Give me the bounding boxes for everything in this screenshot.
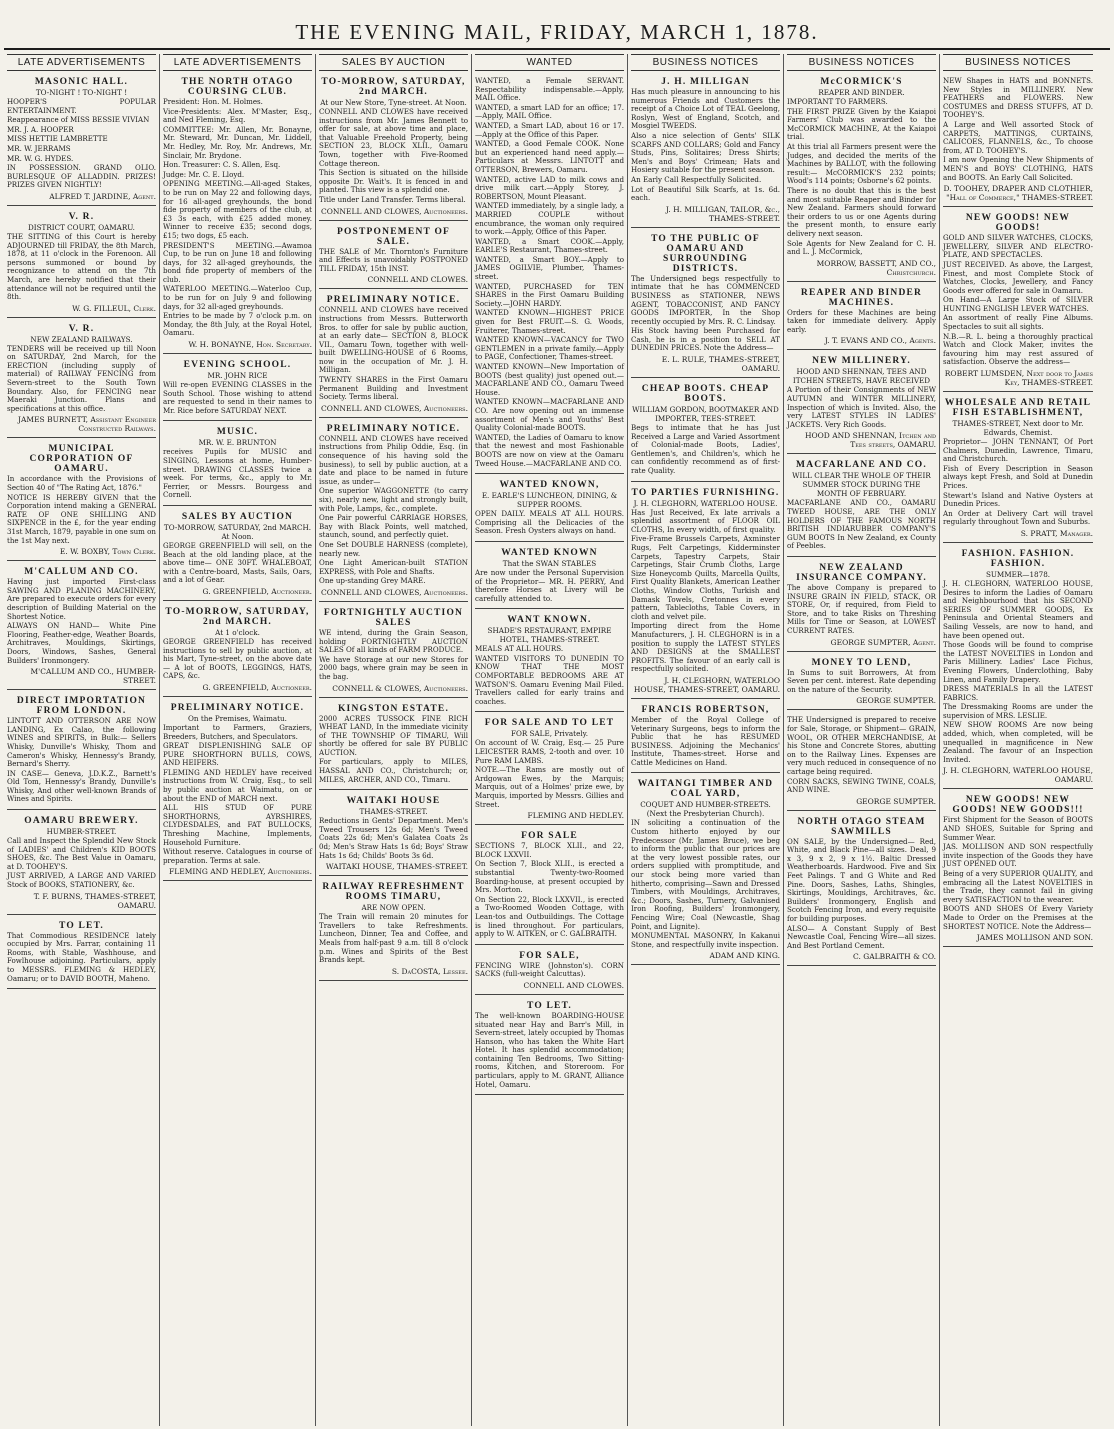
ad-text: That Commodious RESIDENCE lately occupied by Mrs. Farrar, containing 11 Rooms, with Stable, Washhouse, and Fowlhouse adjoining. Particulars, apply to MESSRS. FLEMING & HEDLEY, Oamaru; or to DAVID BOOTH, Maheno.	[7, 930, 156, 983]
ad-text: GEORGE GREENFIELD will sell, on the Beach at the old landing place, at the above time— ONE 30FT. WHALEBOAT, with a Centre-board, Masts, Sails, Oars, and a lot of Gear.	[163, 540, 312, 585]
advertisement	[943, 210, 1093, 392]
ad-heading: NEW MILLINERY.	[812, 356, 911, 367]
ad-text: One Set DOUBLE HARNESS (complete), nearly new.	[319, 539, 468, 558]
advertisement	[7, 209, 156, 318]
advertisement	[787, 353, 936, 454]
ad-signature: W. G. FILLEUL, Clerk.	[72, 303, 156, 313]
ad-text: A Large and Well assorted Stock of CARPETS, MATTINGS, CURTAINS, CALICOES, FLANNELS, &c., To choose from, AT D. TOOHEY'S.	[943, 119, 1093, 155]
ad-text: Will re-open EVENING CLASSES in the South School. Those wishing to attend are requested to send in their names to Mr. Rice before SATURDAY NEXT.	[163, 380, 312, 415]
ad-signature: JAMES MOLLISON AND SON.	[976, 933, 1093, 943]
ad-heading: TO-MORROW, SATURDAY, 2nd MARCH.	[321, 77, 466, 97]
ad-text: At this trial all Farmers present were the Judges, and decided the merits of the Machines by BALLOT, with the following result:— McCORMICK'S 232 points; Wood's 114 points; Osborne's 62 points.	[787, 141, 936, 186]
ad-heading: PRELIMINARY NOTICE.	[326, 295, 461, 306]
ad-signature: CONNELL AND CLOWES, Auctioneers.	[320, 403, 468, 413]
ad-text: WANTED KNOWN—MACFARLANE AND CO. Are now opening out an immense assortment of Men's and Youths' Best Quality Colonial-made BOOTS.	[475, 397, 624, 433]
ad-text: For particulars, apply to MILES, HASSAL AND CO., Christchurch; or, MILES, ARCHER, AND CO., Timaru.	[319, 757, 468, 784]
ad-signature: S. DaCOSTA, Lessee.	[391, 966, 468, 976]
ad-heading: MONEY TO LEND,	[811, 657, 912, 668]
ad-text: One superior WAGGONETTE (to carry six), nearly new, light and strongly built, with Pole, Lamps, &c., complete.	[319, 486, 468, 513]
page-title: THE EVENING MAIL, FRIDAY, MARCH 1, 1878.	[295, 20, 819, 44]
advertisement	[631, 702, 780, 774]
advertisement	[943, 546, 1093, 789]
ad-heading: FASHION. FASHION. FASHION.	[961, 548, 1075, 569]
ad-text: GEORGE GREENFIELD has received instructions to sell by public auction, at his Mart, Tyne-street, on the above date— A lot of BOOTS, LEGGINGS, HATS, CAPS, &c.	[163, 636, 312, 681]
ad-heading: TO PARTIES FURNISHING.	[631, 487, 780, 498]
ad-text: WANTED, a Smart LAD, about 16 or 17.—Apply at the Office of this Paper.	[475, 120, 624, 139]
ad-heading: J. H. MILLIGAN	[661, 77, 750, 87]
ad-signature: GEORGE SUMPTER, Agent.	[830, 637, 936, 647]
column-7	[940, 54, 1096, 1426]
ad-text: SECTIONS 7, BLOCK XLII., and 22, BLOCK LXXVII.	[475, 841, 624, 859]
ad-text: NOTICE IS HEREBY GIVEN that the Corporation intend making a GENERAL RATE OF ONE SHILLING AND SIXPENCE in the £, for the year ending 31st March, 1879, payable in one sum on the 1st May next.	[7, 492, 156, 545]
ad-signature: GEORGE SUMPTER.	[856, 696, 936, 706]
ad-heading: FOR SALE AND TO LET	[484, 718, 615, 729]
ad-heading: FORTNIGHTLY AUCTION SALES	[323, 607, 464, 628]
ad-text: WANTED, a Smart BOY.—Apply to JAMES OGILVIE, Plumber, Thames-street.	[475, 254, 624, 282]
ad-heading: V. R.	[68, 323, 95, 334]
ad-heading: WHOLESALE AND RETAIL FISH ESTABLISHMENT,	[944, 398, 1092, 419]
ad-text: LINTOTT AND OTTERSON ARE NOW LANDING, Ex Calao, the following WINES and SPIRITS, in Bulk:— Sellers Whisky, Dunville's Whisky, Thom and Cameron's Whisky, Hennessy's Brandy, Bernard's Sherry.	[7, 716, 156, 769]
ad-text: CONNELL AND CLOWES have received instructions from Mr. James Bennett to offer for sale, at above time and place, that Valuable Freehold Property, being SECTION 23, BLOCK XLII., Oamaru Town, together with Five-Roomed Cottage thereon.	[319, 107, 468, 168]
ad-heading: V. R.	[68, 211, 95, 222]
ad-text: ON SALE, by the Undersigned— Red, White, and Black Pine—all sizes. Deal, 9 x 3, 9 x 2, 9 x 1½. Baltic Dressed Weatherboards. Hardwood. Five and Six Feet Palings. T and G White and Red Pine. Doors, Sashes, Laths, Shingles, Skirtings, Mouldings, Architraves, &c. Builders' Ironmongery, English and Scotch Fencing Iron, and every requisite for building purposes.	[787, 836, 936, 924]
ad-subheading: THAMES-STREET.	[359, 807, 428, 817]
ad-signature: C. GALBRAITH & CO.	[853, 952, 936, 962]
ad-heading: FOR SALE,	[519, 950, 580, 961]
ad-signature: D. TOOHEY, DRAPER AND CLOTHIER, "Hall of Commerce," THAMES-STREET.	[943, 184, 1093, 203]
column-heading: LATE ADVERTISEMENTS	[163, 54, 312, 71]
ad-text: An Early Call Respectfully Solicited.	[631, 174, 762, 184]
ad-subheading: That the SWAN STABLES	[502, 558, 597, 568]
ad-text: ALSO— A Constant Supply of Best Newcastle Coal, Fencing Wire—all sizes. And Best Portland Cement.	[787, 923, 936, 950]
ad-text: receives Pupils for MUSIC and SINGING, Lessons at home, Humber-street. DRAWING CLASSES twice a week. For terms, &c., apply to Mr. Ferrier, or Messrs. Bourgess and Cornell.	[163, 447, 312, 500]
ad-text: A Portion of their Consignments of NEW AUTUMN and WINTER MILLINERY, Inspection of which is Invited. Also, the very LATEST STYLES IN LADIES' JACKETS. Very Rich Goods.	[787, 385, 936, 429]
advertisement	[7, 813, 156, 915]
ad-text: Has Just Received, Ex late arrivals a splendid assortment of FLOOR OIL CLOTHS, In every width, of first quality.	[631, 507, 780, 534]
ad-signature: E. L. RULE, THAMES-STREET, OAMARU.	[661, 355, 780, 374]
ad-text: The well-known BOARDING-HOUSE situated near Hay and Barr's Mill, in Severn-street, lately occupied by Thomas Hanson, who has taken the White Hart Hotel. It has splendid accommodation; containing Ten Bedrooms, Two Sitting-rooms, Kitchen, and Storeroom. For particulars, apply to M. GRANT, Alliance Hotel, Oamaru.	[475, 1010, 624, 1089]
advertisement	[787, 814, 936, 967]
ad-text: WANTED KNOWN—New Importation of BOOTS (best quality) just opened out.—MACFARLANE AND CO., Oamaru Tweed House.	[475, 362, 624, 397]
ad-heading: M'CALLUM AND CO.	[24, 567, 139, 578]
advertisement	[319, 292, 468, 418]
masthead-rule	[4, 48, 1110, 50]
ad-text: GREAT DISPLENISHING SALE OF PURE SHORTHORN BULLS, COWS, AND HEIFERS.	[163, 741, 312, 768]
ad-text: MR. W. G. HYDES.	[7, 153, 74, 163]
column-heading: LATE ADVERTISEMENTS	[7, 54, 156, 71]
column-5	[628, 54, 784, 1426]
ad-text: WANTED, a smart LAD for an office; 17.—Apply, MAIL Office.	[475, 102, 624, 121]
ad-subheading: SHADE'S RESTAURANT, EMPIRE HOTEL, THAMES-STREET.	[487, 626, 612, 645]
ad-text: Vice-Presidents: Alex. M'Master, Esq., and Ned Fleming, Esq.	[163, 106, 312, 125]
ad-text: WANTED, the Ladies of Oamaru to know that the newest and most Fashionable BOOTS are now on view at the Oamaru Tweed House.—MACFARLANE AND CO.	[475, 432, 624, 468]
advertisement	[475, 948, 624, 995]
ad-signature: ADAM AND KING.	[709, 951, 780, 961]
column-heading: BUSINESS NOTICES	[787, 54, 936, 71]
ad-heading: CHEAP BOOTS. CHEAP BOOTS.	[641, 384, 770, 405]
ad-heading: TO-MORROW, SATURDAY, 2nd MARCH.	[165, 606, 310, 627]
ad-text: THE SALE of Mr. Thornton's Furniture and Effects is unavoidably POSTPONED TILL FRIDAY, 15th INST.	[319, 246, 468, 273]
ad-signature: T. F. BURNS, THAMES-STREET, OAMARU.	[33, 891, 156, 910]
ad-heading: WAITAKI HOUSE	[346, 796, 441, 807]
ad-text: We have Storage at our new Stores for 2000 bags, where grain may be seen in the bag.	[319, 654, 468, 681]
ad-text: BOOTS AND SHOES Of Every Variety Made to Order on the Premises at the SHORTEST NOTICE. Note the Address—	[943, 904, 1093, 931]
advertisement	[163, 700, 312, 882]
ad-text: CONNELL AND CLOWES have received instructions from Messrs. Butterworth Bros. to offer for sale by public auction, at an early date— SECTION 8, BLOCK VII., Oamaru Town, together with well-built DWELLING-HOUSE of 6 Rooms, now in the occupation of Mr. J. H. Milligan.	[319, 305, 468, 375]
ad-text: One Light American-built STATION EXPRESS, with Pole and Shafts.	[319, 558, 468, 576]
ad-subheading: J. H. CLEGHORN, WATERLOO HOUSE.	[633, 498, 778, 508]
advertisement	[319, 793, 468, 876]
ad-text: JUST ARRIVED, A LARGE AND VARIED Stock of BOOKS, STATIONERY, &c.	[7, 871, 156, 890]
ad-text: Are now under the Personal Supervision of the Proprietor— MR. H. PERRY, And therefore Horses at Livery will be carefully attended to.	[475, 567, 624, 603]
ad-text: N.B.—R. L. being a thoroughly practical Watch and Clock Maker, invites the favouring him may rest assured of satisfaction. Observe the address—	[943, 331, 1093, 367]
ad-subheading: COQUET AND HUMBER-STREETS. (Next the Presbyterian Church).	[640, 800, 771, 819]
advertisement	[319, 879, 468, 981]
ad-text: J. H. CLEGHORN, WATERLOO HOUSE, Desires to inform the Ladies of Oamaru and Neighbourhood that his SECOND SERIES OF SUMMER GOODS, Ex Peninsula and Oriental Steamers and Sailing Vessels, are now to hand, and have been opened out.	[943, 578, 1093, 640]
ad-subheading: TO-NIGHT ! TO-NIGHT !	[35, 88, 128, 97]
ad-heading: FRANCIS ROBERTSON,	[641, 704, 770, 715]
ad-text: MONUMENTAL MASONRY, In Kakanui Stone, and respectfully invite inspection.	[631, 931, 780, 949]
column-3	[316, 54, 472, 1426]
ad-signature: GEORGE SUMPTER.	[856, 796, 936, 806]
ad-text: The above Company is prepared to INSURE GRAIN IN FIELD, STACK, OR STORE, Or, if required, from Field to Store, and to take Risks on Threshing Mills for Time or Season, at LOWEST CURRENT RATES.	[787, 583, 936, 635]
ad-text: Reappearance of MISS BESSIE VIVIAN	[7, 115, 150, 125]
ad-text: CORN SACKS, SEWING TWINE, COALS, AND WINE.	[787, 776, 936, 795]
advertisement	[631, 74, 780, 228]
advertisement	[631, 776, 780, 965]
ad-subheading: MR. W. E. BRUNTON	[198, 438, 277, 448]
advertisement	[163, 604, 312, 697]
ad-signature: MORROW, BASSETT, AND CO., Christchurch.	[816, 258, 936, 277]
ad-text: WANTED, a Smart COOK.—Apply, EARLE'S Restaurant, Thames-street.	[475, 236, 624, 255]
ad-signature: FLEMING AND HEDLEY, Auctioneers.	[169, 867, 312, 877]
advertisement	[7, 321, 156, 439]
ad-text: Title under Land Transfer. Terms liberal.	[319, 194, 466, 204]
ad-text: WANTED KNOWN—HIGHEST PRICE given for Best FRUIT.—S. G. Woods, Fruiterer, Thames-street.	[475, 308, 624, 335]
ad-heading: TO LET.	[58, 920, 104, 931]
ad-text: WANTED VISITORS TO DUNEDIN TO KNOW THAT THE MOST COMFORTABLE BEDROOMS ARE AT WATSON'S. Oamaru Evening Mail Filed. Travellers called for early trains and coaches.	[475, 653, 624, 706]
column-heading: BUSINESS NOTICES	[943, 54, 1093, 71]
ad-subheading: HOOD AND SHENNAN, TEES AND ITCHEN STREETS, HAVE RECEIVED	[792, 367, 931, 386]
ad-heading: MUSIC.	[216, 427, 259, 438]
ad-heading: DIRECT IMPORTATION FROM LONDON.	[16, 696, 147, 717]
ad-text: IMPORTANT TO FARMERS.	[787, 97, 888, 106]
advertisement	[475, 828, 624, 945]
ad-heading: REAPER AND BINDER MACHINES.	[800, 287, 923, 308]
ad-text: OPENING MEETING.—All-aged Stakes, to be run on May 22 and following days, for 16 all-aged greyhounds, the bond fide property of members of the club, at £3 3s each, with £25 added money. Winner to receive £35; second dogs, £15; two dogs, £5 each.	[163, 179, 312, 240]
ad-text: There is no doubt that this is the best and most suitable Reaper and Binder for New Zealand. Farmers should forward their orders to us or one Agents during the present month, to ensure early delivery next season.	[787, 185, 936, 238]
advertisement	[319, 605, 468, 698]
columns	[4, 54, 1110, 1426]
advertisement	[163, 74, 312, 354]
ad-text: FLEMING AND HEDLEY have received instructions from W. Craig, Esq., to sell by public auction at Waimatu, on or about the END of MARCH next.	[163, 767, 312, 803]
ad-text: Those Goods will be found to comprise the LATEST NOVELTIES in London and Paris Millinery. Ladies' Lace Fichus, Evening Flowers, Underclothing, Baby Linen, and Family Drapery.	[943, 640, 1093, 684]
ad-text: President: Hon. M. Holmes.	[163, 97, 263, 106]
masthead	[0, 0, 1114, 52]
advertisement	[163, 424, 312, 506]
ad-signature: M'CALLUM AND CO., HUMBER-STREET.	[30, 667, 156, 686]
ad-heading: WANTED KNOWN,	[499, 480, 600, 491]
ad-text: DRESS MATERIALS In all the LATEST FABRICS.	[943, 684, 1093, 702]
ad-text: Call and Inspect the Splendid New Stock of LADIES' and Children's KID BOOTS SHOES, &c. The Best Value in Oamaru, at D. TOOHEY'S.	[7, 836, 156, 871]
ad-text: WANTED immediately, by a single lady, a MARRIED COUPLE without encumbrance, the woman only required to work.—Apply, Office of this Paper.	[475, 201, 624, 237]
ad-text: 2000 ACRES TUSSOCK FINE RICH WHEAT LAND, In the immediate vicinity of THE TOWNSHIP OF TIMARU, Will shortly be offered for sale BY PUBLIC AUCTION.	[319, 713, 468, 757]
ad-signature: CONNELL AND CLOWES, Auctioneers.	[320, 587, 468, 597]
ad-heading: TO THE PUBLIC OF OAMARU AND SURROUNDING DISTRICTS.	[651, 233, 760, 274]
ad-signature: G. GREENFIELD, Auctioneer.	[202, 682, 312, 692]
ad-text: JUST RECEIVED. As above, the Largest, Finest, and most Complete Stock of Watches, Clocks, Jewellery, and Fancy Goods ever offered for sale in Oamaru.	[943, 259, 1093, 295]
advertisement	[631, 381, 780, 482]
advertisement	[475, 477, 624, 542]
ad-text: Stewart's Island and Native Oysters at Dunedin Prices.	[943, 490, 1093, 509]
ad-heading: NEW GOODS! NEW GOODS!	[965, 213, 1071, 234]
ad-subheading: At 1 o'clock.	[215, 627, 260, 637]
ad-text: On Section 22, Block LXXVII., is erected a Two-Roomed Wooden Cottage, with Lean-tos and Outbuildings. The Cottage is lined throughout. For particulars, apply to W. AITKEN, or C. GALBRAITH.	[475, 894, 624, 939]
advertisement	[319, 74, 468, 221]
ad-heading: POSTPONEMENT OF SALE.	[336, 226, 451, 247]
ad-text: Fish of Every Description in Season always kept Fresh, and Sold at Dunedin Prices.	[943, 463, 1093, 490]
ad-text: WATERLOO MEETING.—Waterloo Cup, to be run for on July 9 and following days, for 32 all-aged greyhounds.	[163, 284, 312, 311]
advertisement	[7, 74, 156, 206]
advertisement	[7, 693, 156, 810]
ad-signature: JAMES BURNETT, Assistant Engineer Constructed Railways.	[17, 415, 156, 434]
advertisement	[475, 998, 624, 1095]
ad-text: MACFARLANE AND CO., OAMARU TWEED HOUSE, ARE THE ONLY HOLDERS OF THE FAMOUS NORTH BRITISH INDIARUBBER COMPANY'S GUM BOOTS In New Zealand, ex County of Peebles.	[787, 498, 936, 551]
ad-heading: NEW GOODS! NEW GOODS! NEW GOODS!!!	[952, 795, 1084, 816]
advertisement	[787, 560, 936, 652]
ad-text: ALWAYS ON HAND— White Pine Flooring, Feather-edge, Weather Boards, Architraves, Mouldings, Skirtings, Doors, Windows, Sashes, General Builders' Ironmongery.	[7, 621, 156, 665]
ad-heading: NORTH OTAGO STEAM SAWMILLS	[797, 816, 926, 837]
ad-signature: ALFRED T. JARDINE, Agent.	[49, 191, 156, 201]
ad-text: His Stock having been Purchased for Cash, he is in a position to SELL AT DUNEDIN PRICES. Note the Address—	[631, 326, 780, 353]
ad-text: Has much pleasure in announcing to his numerous Friends and Customers the receipt of a Choice Lot of TEAL Geelong, Roslyn, West of England, Scotch, and Mosgiel TWEEDS.	[631, 87, 780, 131]
ad-text: WANTED, active LAD to milk cows and drive milk cart.—Apply Storey, J. ROBERTSON, Mount Pleasant.	[475, 174, 624, 201]
ad-text: WANTED, a Good Female COOK. None but an experienced hand need apply.—Particulars at Messrs. LINTOTT and OTTERSON, Brewers, Oamaru.	[475, 139, 624, 174]
ad-signature: FLEMING AND HEDLEY.	[527, 811, 624, 821]
ad-text: NEW SHOW ROOMS Are now being added, which, when completed, will be unequalled in magnificence in New Zealand. The favour of an Inspection Invited.	[943, 720, 1093, 764]
ad-text: MISS HETTIE LAMBRETTE	[7, 134, 108, 144]
ad-text: One Pair powerful CARRIAGE HORSES, Bay with Black Points, well matched, staunch, sound, and perfectly quiet.	[319, 513, 468, 540]
advertisement	[7, 564, 156, 690]
column-1	[4, 54, 160, 1426]
ad-text: One up-standing Grey MARE.	[319, 576, 426, 586]
ad-subheading: MR. JOHN RICE	[207, 371, 268, 381]
ad-text: Having just imported First-class SAWING AND PLANING MACHINERY, Are prepared to execute orders for every description of Building Material on the Shortest Notice.	[7, 577, 156, 621]
ad-text: MR. W. JERRAMS	[7, 143, 71, 153]
ad-text: The Train will remain 20 minutes for Travellers to take Refreshments. Luncheon, Dinner, Tea and Coffee, and Meals from half-past 9 a.m. till 8 o'clock p.m. Wines and Spirits of the Best Brands kept.	[319, 912, 468, 965]
ad-text: Importing direct from the Home Manufacturers, J. H. CLEGHORN is in a position to supply the LATEST STYLES AND DESIGNS at the SMALLEST PROFITS. The favour of an early call is respectfully solicited.	[631, 621, 780, 674]
advertisement	[7, 441, 156, 561]
advertisement	[163, 509, 312, 601]
ad-text: WANTED KNOWN—VACANCY for TWO GENTLEMEN in a private family.—Apply to PAGE, Confectioner, Thames-street.	[475, 335, 624, 362]
ad-text: Proprietor— JOHN TENNANT, Of Port Chalmers, Dunedin, Lawrence, Timaru, and Christchurch.	[943, 437, 1093, 464]
advertisement	[943, 792, 1093, 947]
ad-text: OPEN DAILY. MEALS AT ALL HOURS. Comprising all the Delicacies of the Season. Fresh Oysters always on hand.	[475, 509, 624, 536]
ad-subheading: SUMMER—1878.	[985, 569, 1051, 579]
ad-signature: G. GREENFIELD, Auctioneer.	[202, 586, 312, 596]
ad-signature: HOOD AND SHENNAN, Itchen and Tees streets, OAMARU.	[804, 431, 936, 450]
ad-heading: MUNICIPAL CORPORATION OF OAMARU.	[29, 444, 134, 475]
ad-heading: WANT KNOWN.	[507, 615, 592, 626]
ad-heading: WAITANGI TIMBER AND COAL YARD,	[637, 779, 774, 800]
advertisement	[787, 655, 936, 711]
advertisement	[631, 231, 780, 378]
ad-text: PRESIDENT'S MEETING.—Awamoa Cup, to be run on June 18 and following days, for 32 all-aged greyhounds, the bond fide property of members of the club.	[163, 240, 312, 284]
ad-signature: CONNELL AND CLOWES.	[523, 980, 624, 990]
ad-signature: J. T. EVANS AND CO., Agents.	[824, 336, 936, 346]
ad-heading: PRELIMINARY NOTICE.	[326, 423, 461, 434]
ad-text: In Sums to suit Borrowers, At from Seven per cent. interest. Rate depending on the nature of the Security.	[787, 667, 936, 694]
ad-text: THE FIRST PRIZE Given by the Kaiapoi Farmers' Club was awarded to the McCORMICK MACHINE, At the Kaiapoi trial.	[787, 106, 936, 142]
ad-text: Important to Farmers, Graziers, Breeders, Butchers, and Speculators.	[163, 722, 312, 741]
ad-text: On account of W. Craig, Esq.— 25 Pure LEICESTER RAMS, 2-tooth and over. 10 Pure RAM LAMBS.	[475, 738, 624, 765]
column-heading: BUSINESS NOTICES	[631, 54, 780, 71]
ad-signature: CONNELL AND CLOWES.	[367, 275, 468, 285]
ad-heading: EVENING SCHOOL.	[183, 360, 292, 371]
ad-heading: TO LET.	[526, 1000, 572, 1011]
ad-text: TENDERS will be received up till Noon on SATURDAY, 2nd March, for the ERECTION (including supply of material) of RAILWAY FENCING from Severn-street to the South Town Boundary. Also, for FENCING near Maeraki Junction. Plans and specifications at this office.	[7, 343, 156, 413]
ad-signature: CONNELL & CLOWES, Auctioneers.	[332, 683, 468, 693]
ad-text: IN soliciting a continuation of the Custom hitherto enjoyed by our Predecessor (Mr. James Bruce), we beg to inform the public that our prices are at the very lowest possible rates, our orders supplied with promptitude, and our stock being more varied than hitherto, comprising—Sawn and Dressed Timbers, with Mouldings, Architraves, &c.; Doors, Sashes, Turnery, Galvanised Iron Roofing, Builders' Ironmongery, Fencing Wire; Coal (Newcastle, Shag Point, and Lignite).	[631, 818, 780, 931]
ad-text: Five-Frame Brussels Carpets, Axminster Rugs, Felt Carpetings, Kidderminster Carpets, Tapestry Carpets, Stair Carpetings, Stair Crumb Cloths, Large Size Honeycomb Quilts, Marcella Quilts, First Quality Blankets, American Leather Cloths, Window Cloths, Turkish and Damask Towels, Cretonnes in every pattern, Tablecloths, Table Covers, in cloth and velvet pile.	[631, 534, 780, 621]
ad-heading: SALES BY AUCTION	[181, 511, 294, 522]
ad-heading: OAMARU BREWERY.	[24, 816, 139, 827]
ad-text: This Section is situated on the hillside opposite Dr. Wait's. It is fenced in and planted. This view is a splendid one.	[319, 168, 468, 195]
ad-text: Entries to be made by 7 o'clock p.m. on Monday, the 8th July, at the Royal Hotel, Oamaru.	[163, 311, 312, 338]
ad-subheading: TO-MORROW, SATURDAY, 2nd MARCH. At Noon.	[163, 522, 312, 541]
ad-text: HOOPER'S POPULAR ENTERTAINMENT.	[7, 97, 156, 115]
advertisement	[475, 545, 624, 609]
ad-text: IN CASE— Geneva, J.D.K.Z., Barnett's Old Tom, Hennessy's Brandy, Dunville's Whisky, And other well-known Brands of Wines and Spirits.	[7, 768, 156, 804]
ad-subheading: E. EARLE'S LUNCHEON, DINING, & SUPPER ROOMS.	[481, 491, 618, 510]
ad-signature: J. H. CLEGHORN, WATERLOO HOUSE, OAMARU.	[943, 766, 1094, 785]
ad-subheading: ARE NOW OPEN.	[361, 903, 426, 913]
ad-text: WANTED, a Female SERVANT. Respectability indispensable.—Apply, MAIL Office.	[475, 76, 624, 103]
ad-heading: NEW ZEALAND INSURANCE COMPANY.	[796, 563, 927, 583]
ad-heading: RAILWAY REFRESHMENT ROOMS TIMARU,	[322, 882, 465, 903]
ad-text: NOTE.—The Rams are mostly out of Ardgowan Ewes, by the Marquis; Marquis, out of a Holmes' prize ewe, by Marquis, imported by Messrs. Gillies and Street.	[475, 765, 624, 809]
ad-subheading: NEW ZEALAND RAILWAYS.	[30, 334, 133, 344]
advertisement	[943, 74, 1093, 207]
ad-subheading: HUMBER-STREET.	[46, 827, 117, 837]
column-heading: WANTED	[475, 54, 624, 71]
ad-text: WE intend, during the Grain Season, holding FORTNIGHTLY AUCTION SALES Of all kinds of FARM PRODUCE.	[319, 627, 468, 655]
ad-text: Reductions in Gents' Department. Men's Tweed Trousers 12s 6d; Men's Tweed Coats 22s 6d; Men's Galatea Coats 2s 0d; Men's Straw Hats 1s 6d; Boys' Straw Hats 1s 6d; Childs' Boots 3s 6d.	[319, 816, 468, 860]
column-6	[784, 54, 940, 1426]
ad-text: Hon. Treasurer: C. S. Allen, Esq.	[163, 160, 281, 170]
ad-subheading: DISTRICT COURT, OAMARU.	[28, 222, 135, 232]
ad-heading: MACFARLANE AND CO.	[796, 460, 927, 471]
advertisement	[7, 918, 156, 990]
ad-text: ALL HIS STUD OF PURE SHORTHORNS, AYRSHIRES, CLYDESDALES, and FAT BULLOCKS, Threshing Machine, Implements, Household Furniture.	[163, 803, 312, 847]
ad-text: NEW Shapes in HATS and BONNETS. New Styles in MILLINERY. New FEATHERS and FLOWERS. New COSTUMES and DRESS STUFFS, AT D. TOOHEY'S.	[943, 76, 1093, 120]
ad-text: Without reserve. Catalogues in course of preparation. Terms at sale.	[163, 847, 312, 865]
ad-subheading: WILL CLEAR THE WHOLE OF THEIR SUMMER STOCK DURING THE MONTH OF FEBRUARY.	[792, 471, 931, 499]
ad-text: The Undersigned begs respectfully to intimate that he has COMMENCED BUSINESS as STATIONER, NEWS AGENT, TOBACCONIST, AND FANCY GOODS IMPORTER, In the Shop recently occupied by Mrs. R. C. Lindsay.	[631, 273, 780, 326]
advertisement	[319, 701, 468, 791]
ad-text: In accordance with the Provisions of Section 40 of "The Rating Act, 1876."	[7, 474, 156, 493]
ad-heading: MASONIC HALL.	[34, 77, 129, 87]
ad-subheading: On the Premises, Waimatu.	[188, 713, 287, 723]
ad-text: On Hand—A Large Stock of SILVER HUNTING ENGLISH LEVER WATCHES.	[943, 295, 1093, 313]
advertisement	[319, 421, 468, 602]
ad-text: THE SITTING of this Court is hereby ADJOURNED till FRIDAY, the 8th March, 1878, at 11 o'clock in the Forenoon. All persons summoned or bound by recognizance to attend on the 7th March, are hereby notified that their attendance will not be required until the 8th.	[7, 231, 156, 302]
ad-signature: E. W. BOXBY, Town Clerk.	[59, 547, 156, 557]
advertisement	[787, 713, 936, 810]
ad-signature: J. H. MILLIGAN, TAILOR, &c., THAMES-STREET.	[665, 204, 780, 223]
ad-text: Being of a very SUPERIOR QUALITY, and embracing all the Latest NOVELTIES in the Trade, they cannot fail in giving every SATISFACTION to the wearer.	[943, 869, 1093, 904]
ad-text: The Dressmaking Rooms are under the supervision of MRS. LESLIE.	[943, 702, 1093, 720]
ad-text: An Order at Delivery Cart will travel regularly throughout Town and Suburbs.	[943, 508, 1093, 527]
ad-subheading: WILLIAM GORDON, BOOTMAKER AND IMPORTER, TEES-STREET.	[632, 405, 779, 424]
ad-text: FENCING WIRE (Johnston's). CORN SACKS (full-weight Calcuttas).	[475, 960, 624, 979]
ad-subheading: FOR SALE, Privately.	[510, 729, 589, 739]
advertisement	[787, 457, 936, 557]
advertisement	[475, 612, 624, 712]
ad-text: Lot of Beautiful Silk Scarfs, at 1s. 6d. each.	[631, 184, 780, 203]
ad-signature: WAITAKI HOUSE, THAMES-STREET.	[325, 862, 468, 872]
advertisement	[787, 74, 936, 282]
ad-text: GOLD AND SILVER WATCHES, CLOCKS, JEWELLERY, SILVER AND ELECTRO-PLATE, AND SPECTACLES.	[943, 233, 1093, 260]
ad-heading: KINGSTON ESTATE.	[337, 703, 450, 714]
ad-text: IN POSSESSION. GRAND OLIO. BURLESQUE OF ALLADDIN. PRIZES! PRIZES GIVEN NIGHTLY!	[7, 163, 156, 190]
ad-text: COMMITTEE: Mr. Allen, Mr. Bonayne, Mr. Steward, Mr. Duncan, Mr. Liddell, Mr. Hedley, Mr. Roy, Mr. Andrews, Mr. Sinclair, Mr. Brydone.	[163, 124, 312, 160]
ad-text: THE Undersigned is prepared to receive for Sale, Storage, or Shipment— GRAIN, WOOL, OR OTHER MERCHANDISE, At his Stone and Concrete Stores, abutting on to the Railway Lines. Expenses are very much reduced in consequence of no cartage being required.	[787, 715, 936, 776]
ad-text: Orders for these Machines are being taken for immediate delivery. Apply early.	[787, 307, 936, 334]
ad-text: WANTED, PURCHASED for TEN SHARES in the First Oamaru Building Society.—JOHN HARDY.	[475, 281, 624, 308]
ad-subheading: At our New Store, Tyne-street. At Noon.	[320, 98, 467, 107]
advertisement	[163, 357, 312, 421]
ad-subheading: REAPER AND BINDER.	[818, 88, 905, 97]
column-heading: SALES BY AUCTION	[319, 54, 468, 71]
ad-signature: ROBERT LUMSDEN, Next door to James Key, THAMES-STREET.	[944, 369, 1093, 388]
ad-heading: FOR SALE	[521, 831, 578, 842]
ad-heading: McCORMICK'S	[820, 77, 903, 87]
ad-heading: WANTED KNOWN	[501, 547, 598, 558]
ad-text: Begs to intimate that he has Just Received a Large and Varied Assortment of Colonial-made Boots, Ladies', Gentlemen's, and Children's, which he can confidently recommend as of first-rate Quality.	[631, 423, 780, 476]
ad-signature: J. H. CLEGHORN, WATERLOO HOUSE, THAMES-STREET, OAMARU.	[633, 675, 780, 694]
column-4	[472, 54, 628, 1426]
ad-text: MR. J. A. HOOPER	[7, 124, 74, 134]
ad-text: CONNELL AND CLOWES have received instructions from Philip Oddie, Esq. (in consequence of his having sold the business), to sell by public auction, at a date and place to be named in future issue, as under—	[319, 433, 468, 486]
ad-text: An assortment of really Fine Albums. Spectacles to suit all sights.	[943, 313, 1093, 332]
ad-signature: S. PRATT, Manager.	[1020, 528, 1093, 538]
advertisement	[475, 74, 624, 474]
advertisement	[631, 485, 780, 699]
ad-text: Sole Agents for New Zealand for C. H. and L. J. McCormick,	[787, 238, 936, 257]
ad-text: I am now Opening the New Shipments of MEN'S and BOYS' CLOTHING, HATS and BOOTS. An Early Call Solicited.	[943, 155, 1093, 182]
ad-signature: W. H. BONAYNE, Hon. Secretary.	[188, 340, 312, 350]
ad-text: JAS. MOLLISON AND SON respectfully invite inspection of the Goods they have JUST OPENED OUT.	[943, 842, 1093, 869]
ad-text: Member of the Royal College of Veterinary Surgeons, begs to inform the Public that he has RESUMED BUSINESS. Adjoining the Mechanics' Institute, Thames-street. Horse and Cattle Medicines on Hand.	[631, 714, 780, 767]
ad-subheading: THAMES-STREET, Next door to Mr. Edwards, Chemist.	[952, 419, 1084, 438]
ad-text: Also a nice selection of Gents' SILK SCARFS AND COLLARS; Gold and Fancy Studs, Pins, Solitaires; Dress Shirts; Men's and Boys' Crimean; Hats and Hosiery suitable for the present season.	[631, 130, 780, 175]
ad-text: First Shipment for the Season of BOOTS AND SHOES, Suitable for Spring and Summer Wear.	[943, 815, 1093, 842]
ad-heading: THE NORTH OTAGO COURSING CLUB.	[181, 77, 294, 97]
column-2	[160, 54, 316, 1426]
ad-text: Judge: Mr. C. E. Lloyd.	[163, 169, 245, 179]
ad-text: TWENTY SHARES in the First Oamaru Permanent Building and Investment Society. Terms liberal.	[319, 375, 468, 402]
ad-signature: CONNELL AND CLOWES, Auctioneers.	[320, 206, 468, 216]
ad-text: On Section 7, Block XLII., is erected a substantial Twenty-two-Roomed Boarding-house, at present occupied by Mrs. Morton.	[475, 859, 624, 895]
advertisement	[787, 285, 936, 351]
ad-heading: PRELIMINARY NOTICE.	[170, 702, 305, 713]
ad-text: MEALS AT ALL HOURS.	[475, 644, 564, 654]
advertisement	[943, 395, 1093, 543]
advertisement	[475, 715, 624, 825]
advertisement	[319, 224, 468, 290]
